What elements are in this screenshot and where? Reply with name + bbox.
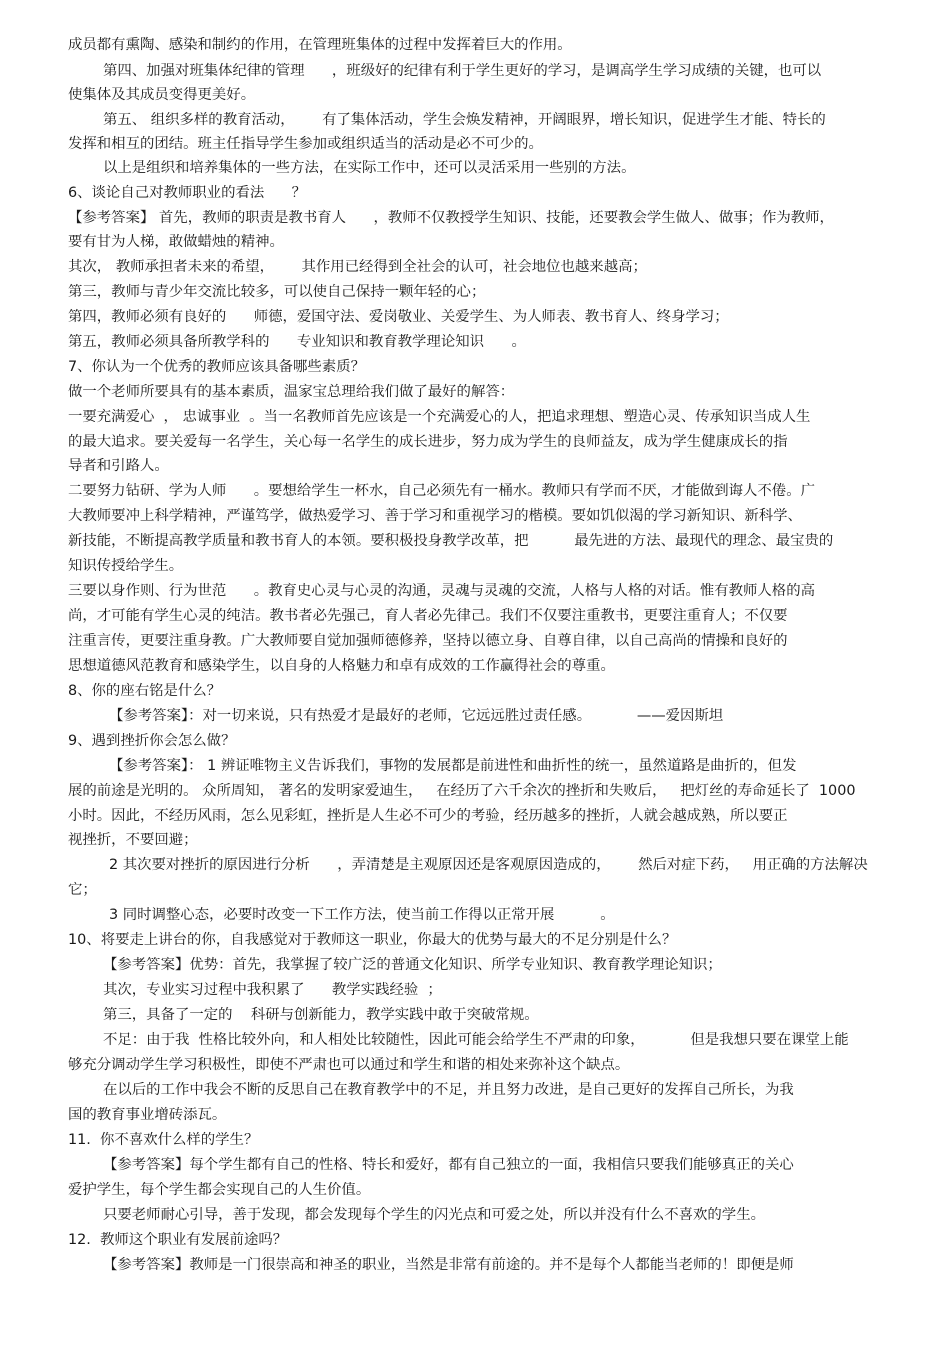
question-heading: 11. 你不喜欢什么样的学生？ — [68, 1132, 259, 1148]
text-line: 【参考答案】教师是一门很崇高和神圣的职业，当然是非常有前途的。并不是每个人都能当老师的！即便是师 — [103, 1257, 794, 1273]
text-line: 的最大追求。要关爱每一名学生，关心每一名学生的成长进步，努力成为学生的良师益友，成为学生健康成长的指 — [68, 434, 788, 450]
text-line: 一要充满爱心 ， 忠诚事业 。当一名教师首先应该是一个充满爱心的人，把追求理想、塑造心灵、传承知识当成人生 — [68, 409, 811, 425]
text-line: 大教师要冲上科学精神，严谨笃学，做热爱学习、善于学习和重视学习的楷模。要如饥似渴的学习新知识、新科学、 — [68, 508, 802, 524]
text-line: 第三，教师与青少年交流比较多，可以使自己保持一颗年轻的心； — [68, 284, 486, 300]
text-line: 够充分调动学生学习积极性，即使不严肃也可以通过和学生和谐的相处来弥补这个缺点。 — [68, 1057, 630, 1073]
question-heading: 7、你认为一个优秀的教师应该具备哪些素质？ — [68, 359, 365, 375]
text-line: 2 其次要对挫折的原因进行分析 ，弄清楚是主观原因还是客观原因造成的， 然后对症下药， 用正确的方法解决 — [109, 857, 868, 873]
text-line: 导者和引路人。 — [68, 458, 169, 474]
text-line: 【参考答案】每个学生都有自己的性格、特长和爱好，都有自己独立的一面，我相信只要我们能够真正的关心 — [103, 1157, 794, 1173]
text-line: 不足：由于我 性格比较外向，和人相处比较随性，因此可能会给学生不严肃的印象， 但是我想只要在课堂上能 — [103, 1032, 849, 1048]
question-heading: 9、遇到挫折你会怎么做？ — [68, 733, 236, 749]
question-heading: 10、将要走上讲台的你，自我感觉对于教师这一职业，你最大的优势与最大的不足分别是什么？ — [68, 932, 677, 948]
text-line: 其次， 教师承担者未来的希望， 其作用已经得到全社会的认可，社会地位也越来越高； — [68, 259, 647, 275]
text-line: 展的前途是光明的。 众所周知， 著名的发明家爱迪生， 在经历了六千余次的挫折和失败后， 把灯丝的寿命延长了 1000 — [68, 783, 856, 799]
question-heading: 8、你的座右铭是什么？ — [68, 683, 222, 699]
text-line: 视挫折，不要回避； — [68, 832, 198, 848]
text-line: 第四，教师必须有良好的 师德，爱国守法、爱岗敬业、关爱学生、为人师表、教书育人、终身学习； — [68, 309, 729, 325]
text-line: 它； — [68, 882, 97, 898]
text-line: 第三，具备了一定的 科研与创新能力，教学实践中敢于突破常规。 — [103, 1007, 539, 1023]
text-line: 做一个老师所要具有的基本素质，温家宝总理给我们做了最好的解答： — [68, 384, 515, 400]
text-line: 要有甘为人梯，敢做蜡烛的精神。 — [68, 234, 284, 250]
text-line: 注重言传，更要注重身教。广大教师要自觉加强师德修养，坚持以德立身、自尊自律，以自己高尚的情操和良好的 — [68, 633, 788, 649]
text-line: 尚，才可能有学生心灵的纯洁。教书者必先强己，育人者必先律己。我们不仅要注重教书，更要注重育人；不仅要 — [68, 608, 788, 624]
text-line: 第五、 组织多样的教育活动， 有了集体活动，学生会焕发精神，开阔眼界，增长知识，促进学生才能、特长的 — [103, 112, 826, 128]
text-line: 成员都有熏陶、感染和制约的作用，在管理班集体的过程中发挥着巨大的作用。 — [68, 37, 572, 53]
text-line: 【参考答案】： 1 辨证唯物主义告诉我们，事物的发展都是前进性和曲折性的统一，虽然道路是曲折的，但发 — [109, 758, 797, 774]
text-line: 二要努力钻研、学为人师 。要想给学生一杯水，自己必须先有一桶水。教师只有学而不厌，才能做到诲人不倦。广 — [68, 483, 815, 499]
text-line: 只要老师耐心引导，善于发现，都会发现每个学生的闪光点和可爱之处，所以并没有什么不喜欢的学生。 — [103, 1207, 765, 1223]
text-line: 3 同时调整心态，必要时改变一下工作方法，使当前工作得以正常开展 。 — [109, 907, 615, 923]
text-line: 新技能，不断提高教学质量和教书育人的本领。要积极投身教学改革，把 最先进的方法、最现代的理念、最宝贵的 — [68, 533, 834, 549]
text-line: 以上是组织和培养集体的一些方法，在实际工作中，还可以灵活采用一些别的方法。 — [103, 160, 636, 176]
text-line: 其次，专业实习过程中我积累了 教学实践经验 ； — [103, 982, 442, 998]
text-line: 【参考答案】 首先，教师的职责是教书育人 ，教师不仅教授学生知识、技能，还要教会学生做人、做事；作为教师， — [68, 210, 834, 226]
text-line: 【参考答案】：对一切来说，只有热爱才是最好的老师，它远远胜过责任感。 ——爱因斯坦 — [109, 708, 724, 724]
text-line: 【参考答案】优势：首先，我掌握了较广泛的普通文化知识、所学专业知识、教育教学理论知识； — [103, 957, 722, 973]
text-line: 在以后的工作中我会不断的反思自己在教育教学中的不足，并且努力改进，是自己更好的发挥自己所长，为我 — [103, 1082, 794, 1098]
text-line: 国的教育事业增砖添瓦。 — [68, 1107, 227, 1123]
text-line: 第五，教师必须具备所教学科的 专业知识和教育教学理论知识 。 — [68, 334, 526, 350]
question-heading: 6、谈论自己对教师职业的看法 ？ — [68, 185, 307, 201]
text-line: 三要以身作则、行为世范 。教育史心灵与心灵的沟通，灵魂与灵魂的交流，人格与人格的对话。惟有教师人格的高 — [68, 583, 815, 599]
text-line: 思想道德风范教育和感染学生，以自身的人格魅力和卓有成效的工作赢得社会的尊重。 — [68, 658, 615, 674]
text-line: 发挥和相互的团结。班主任指导学生参加或组织适当的活动是必不可少的。 — [68, 136, 543, 152]
text-line: 知识传授给学生。 — [68, 558, 184, 574]
text-line: 小时。因此，不经历风雨，怎么见彩虹，挫折是人生必不可少的考验，经历越多的挫折，人就会越成熟，所以要正 — [68, 808, 788, 824]
text-line: 使集体及其成员变得更美好。 — [68, 87, 256, 103]
text-line: 爱护学生，每个学生都会实现自己的人生价值。 — [68, 1182, 371, 1198]
text-line: 第四、加强对班集体纪律的管理 ，班级好的纪律有利于学生更好的学习，是调高学生学习成绩的关键，也可以 — [103, 63, 822, 79]
question-heading: 12. 教师这个职业有发展前途吗？ — [68, 1232, 288, 1248]
